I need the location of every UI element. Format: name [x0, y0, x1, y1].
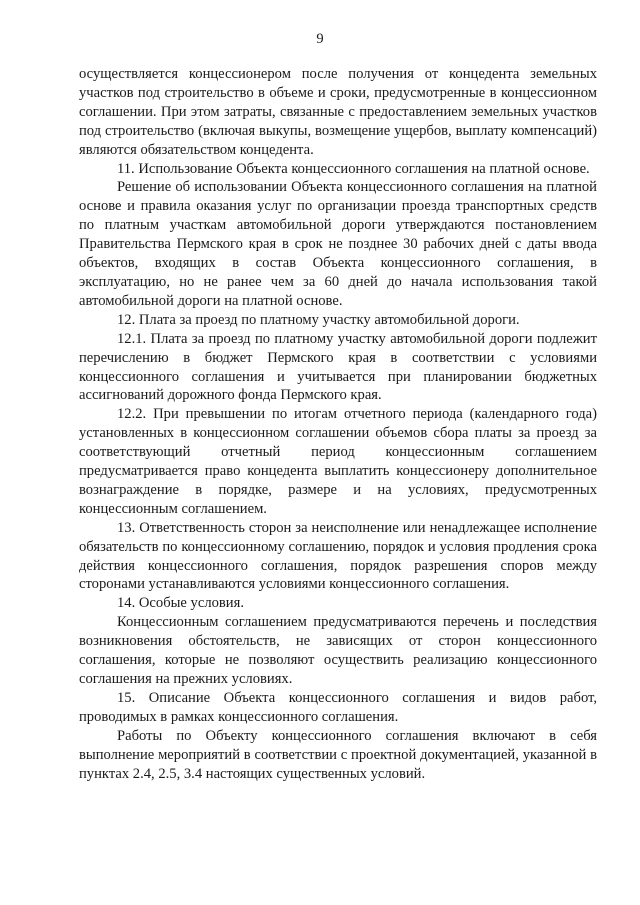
section-heading-11: 11. Использование Объекта концессионного соглашения на платной основе. [117, 160, 590, 177]
section-heading-14: 14. Особые условия. [117, 595, 244, 612]
section-13-responsibility: 13. Ответственность сторон за неисполнение или ненадлежащее исполнение обязательств по концессионному соглашению, порядок и условия продления срока действия концессионного соглашения, порядок разрешения споров между сторонами устанавливаются условиями концессионного соглашения. [79, 519, 597, 593]
section-heading-12: 12. Плата за проезд по платному участку автомобильной дороги. [117, 311, 520, 328]
paragraph-12-2: 12.2. При превышении по итогам отчетного периода (календарного года) установленных в концессионном соглашении объемов сбора платы за проезд за соответствующий отчетный период концессионным соглашением предусматривается право концедента выплатить концессионеру дополнительное вознаграждение в порядке, размере и на условиях, предусмотренных концессионным соглашением. [79, 406, 597, 517]
section-heading-15: 15. Описание Объекта концессионного соглашения и видов работ, проводимых в рамках концессионного соглашения. [79, 689, 597, 725]
paragraph-paid-use-decision: Решение об использовании Объекта концессионного соглашения на платной основе и правила оказания услуг по организации проезда транспортных средств по платным участкам автомобильной дороги утверждаются постановлением Правительства Пермского края в срок не позднее 30 рабочих дней с даты ввода объектов, входящих в состав Объекта концессионного соглашения, в эксплуатацию, но не ранее чем за 60 дней до начала использования такой автомобильной дороги на платной основе. [79, 179, 597, 309]
paragraph-special-conditions: Концессионным соглашением предусматриваются перечень и последствия возникновения обстоятельств, не зависящих от сторон концессионного соглашения, которые не позволяют осуществить реализацию концессионного соглашения на прежних условиях. [79, 614, 597, 687]
paragraph-works-description: Работы по Объекту концессионного соглашения включают в себя выполнение мероприятий в соответствии с проектной документацией, указанной в пунктах 2.4, 2.5, 3.4 настоящих существенных условий. [79, 727, 597, 782]
paragraph-continuation: осуществляется концессионером после получения от концедента земельных участков под строительство в объеме и сроки, предусмотренные в концессионном соглашении. При этом затраты, связанные с предоставлением земельных участков под строительство (включая выкупы, возмещение ущербов, выплату компенсаций) являются обязательством концедента. [79, 66, 597, 158]
document-body [79, 65, 597, 783]
page-number: 9 [316, 31, 324, 47]
paragraph-12-1: 12.1. Плата за проезд по платному участку автомобильной дороги подлежит перечислению в бюджет Пермского края в соответствии с условиями концессионного соглашения и учитывается при планировании бюджетных ассигнований дорожного фонда Пермского края. [79, 330, 597, 404]
